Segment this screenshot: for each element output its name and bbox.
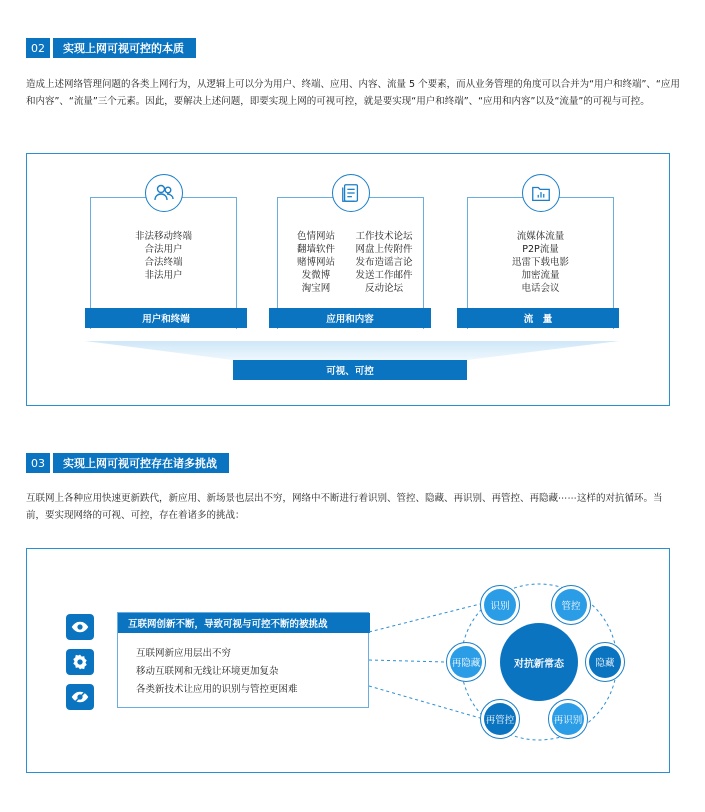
col1-line: 合法终端	[144, 257, 183, 268]
challenge-title: 互联网创新不断，导致可视与可控不断的被挑战	[118, 613, 370, 633]
label-users-terminals: 用户和终端	[85, 308, 247, 328]
section-3-number: 03	[26, 453, 50, 473]
col3-line: 加密流量	[521, 270, 560, 281]
cycle-center: 对抗新常态	[500, 623, 578, 701]
col2-right-line: 网盘上传附件	[355, 244, 413, 255]
col3-line: 流媒体流量	[516, 231, 565, 242]
cycle-node-rehide: 再隐藏	[446, 642, 486, 682]
section-2-paragraph: 造成上述网络管理问题的各类上网行为，从逻辑上可以分为用户、终端、应用、内容、流量 5 个要素，而从业务管理的角度可以合并为“用户和终端”、“应用和内容”、“流量”三个元素。因此，要解决上述问题，即要实现上网的可视可控，就是要实现“用户和终端”、“应用和内容”以及“流量”的可视与可控。	[26, 79, 680, 107]
col1-line: 非法移动终端	[134, 231, 192, 242]
section-2-title: 实现上网可视可控的本质	[53, 38, 196, 58]
col2-right-line: 发送工作邮件	[355, 270, 413, 281]
col2-right-line: 工作技术论坛	[355, 231, 413, 242]
section-2-number: 02	[26, 38, 50, 58]
col3-line: 电话会议	[521, 283, 560, 294]
col2-left-line: 淘宝网	[301, 283, 331, 294]
col3-line: 迅雷下载电影	[511, 257, 569, 268]
challenge-item: 互联网新应用层出不穷	[136, 648, 232, 659]
col2-right-line: 反动论坛	[364, 283, 403, 294]
col2-left-line: 色情网站	[296, 231, 335, 242]
cycle-node-recontrol: 再管控	[480, 699, 520, 739]
challenge-item: 各类新技术让应用的识别与管控更困难	[136, 684, 298, 695]
col2-left-line: 赌博网站	[296, 257, 335, 268]
cycle-node-control: 管控	[551, 585, 591, 625]
section-3-title: 实现上网可视可控存在诸多挑战	[53, 453, 229, 473]
label-apps-content: 应用和内容	[269, 308, 431, 328]
col1-line: 合法用户	[144, 244, 183, 255]
col2-left-line: 发微博	[301, 270, 331, 281]
col2-left-line: 翻墙软件	[296, 244, 335, 255]
label-traffic: 流 量	[457, 308, 619, 328]
section-3-paragraph: 互联网上各种应用快速更新跌代，新应用、新场景也层出不穷，网络中不断进行着识别、管控、隐藏、再识别、再管控、再隐藏⋯⋯这样的对抗循环。当前，要实现网络的可视、可控，存在着诸多的挑战：	[26, 493, 663, 521]
cycle-node-hide: 隐藏	[585, 642, 625, 682]
challenge-item: 移动互联网和无线让环境更加复杂	[136, 666, 279, 677]
cycle-node-identify: 识别	[480, 585, 520, 625]
visible-controllable-bar: 可视、可控	[233, 360, 467, 380]
cycle-node-reidentify: 再识别	[548, 699, 588, 739]
col1-line: 非法用户	[144, 270, 183, 281]
col2-right-line: 发布造谣言论	[355, 257, 413, 268]
col3-line: P2P流量	[522, 244, 559, 255]
